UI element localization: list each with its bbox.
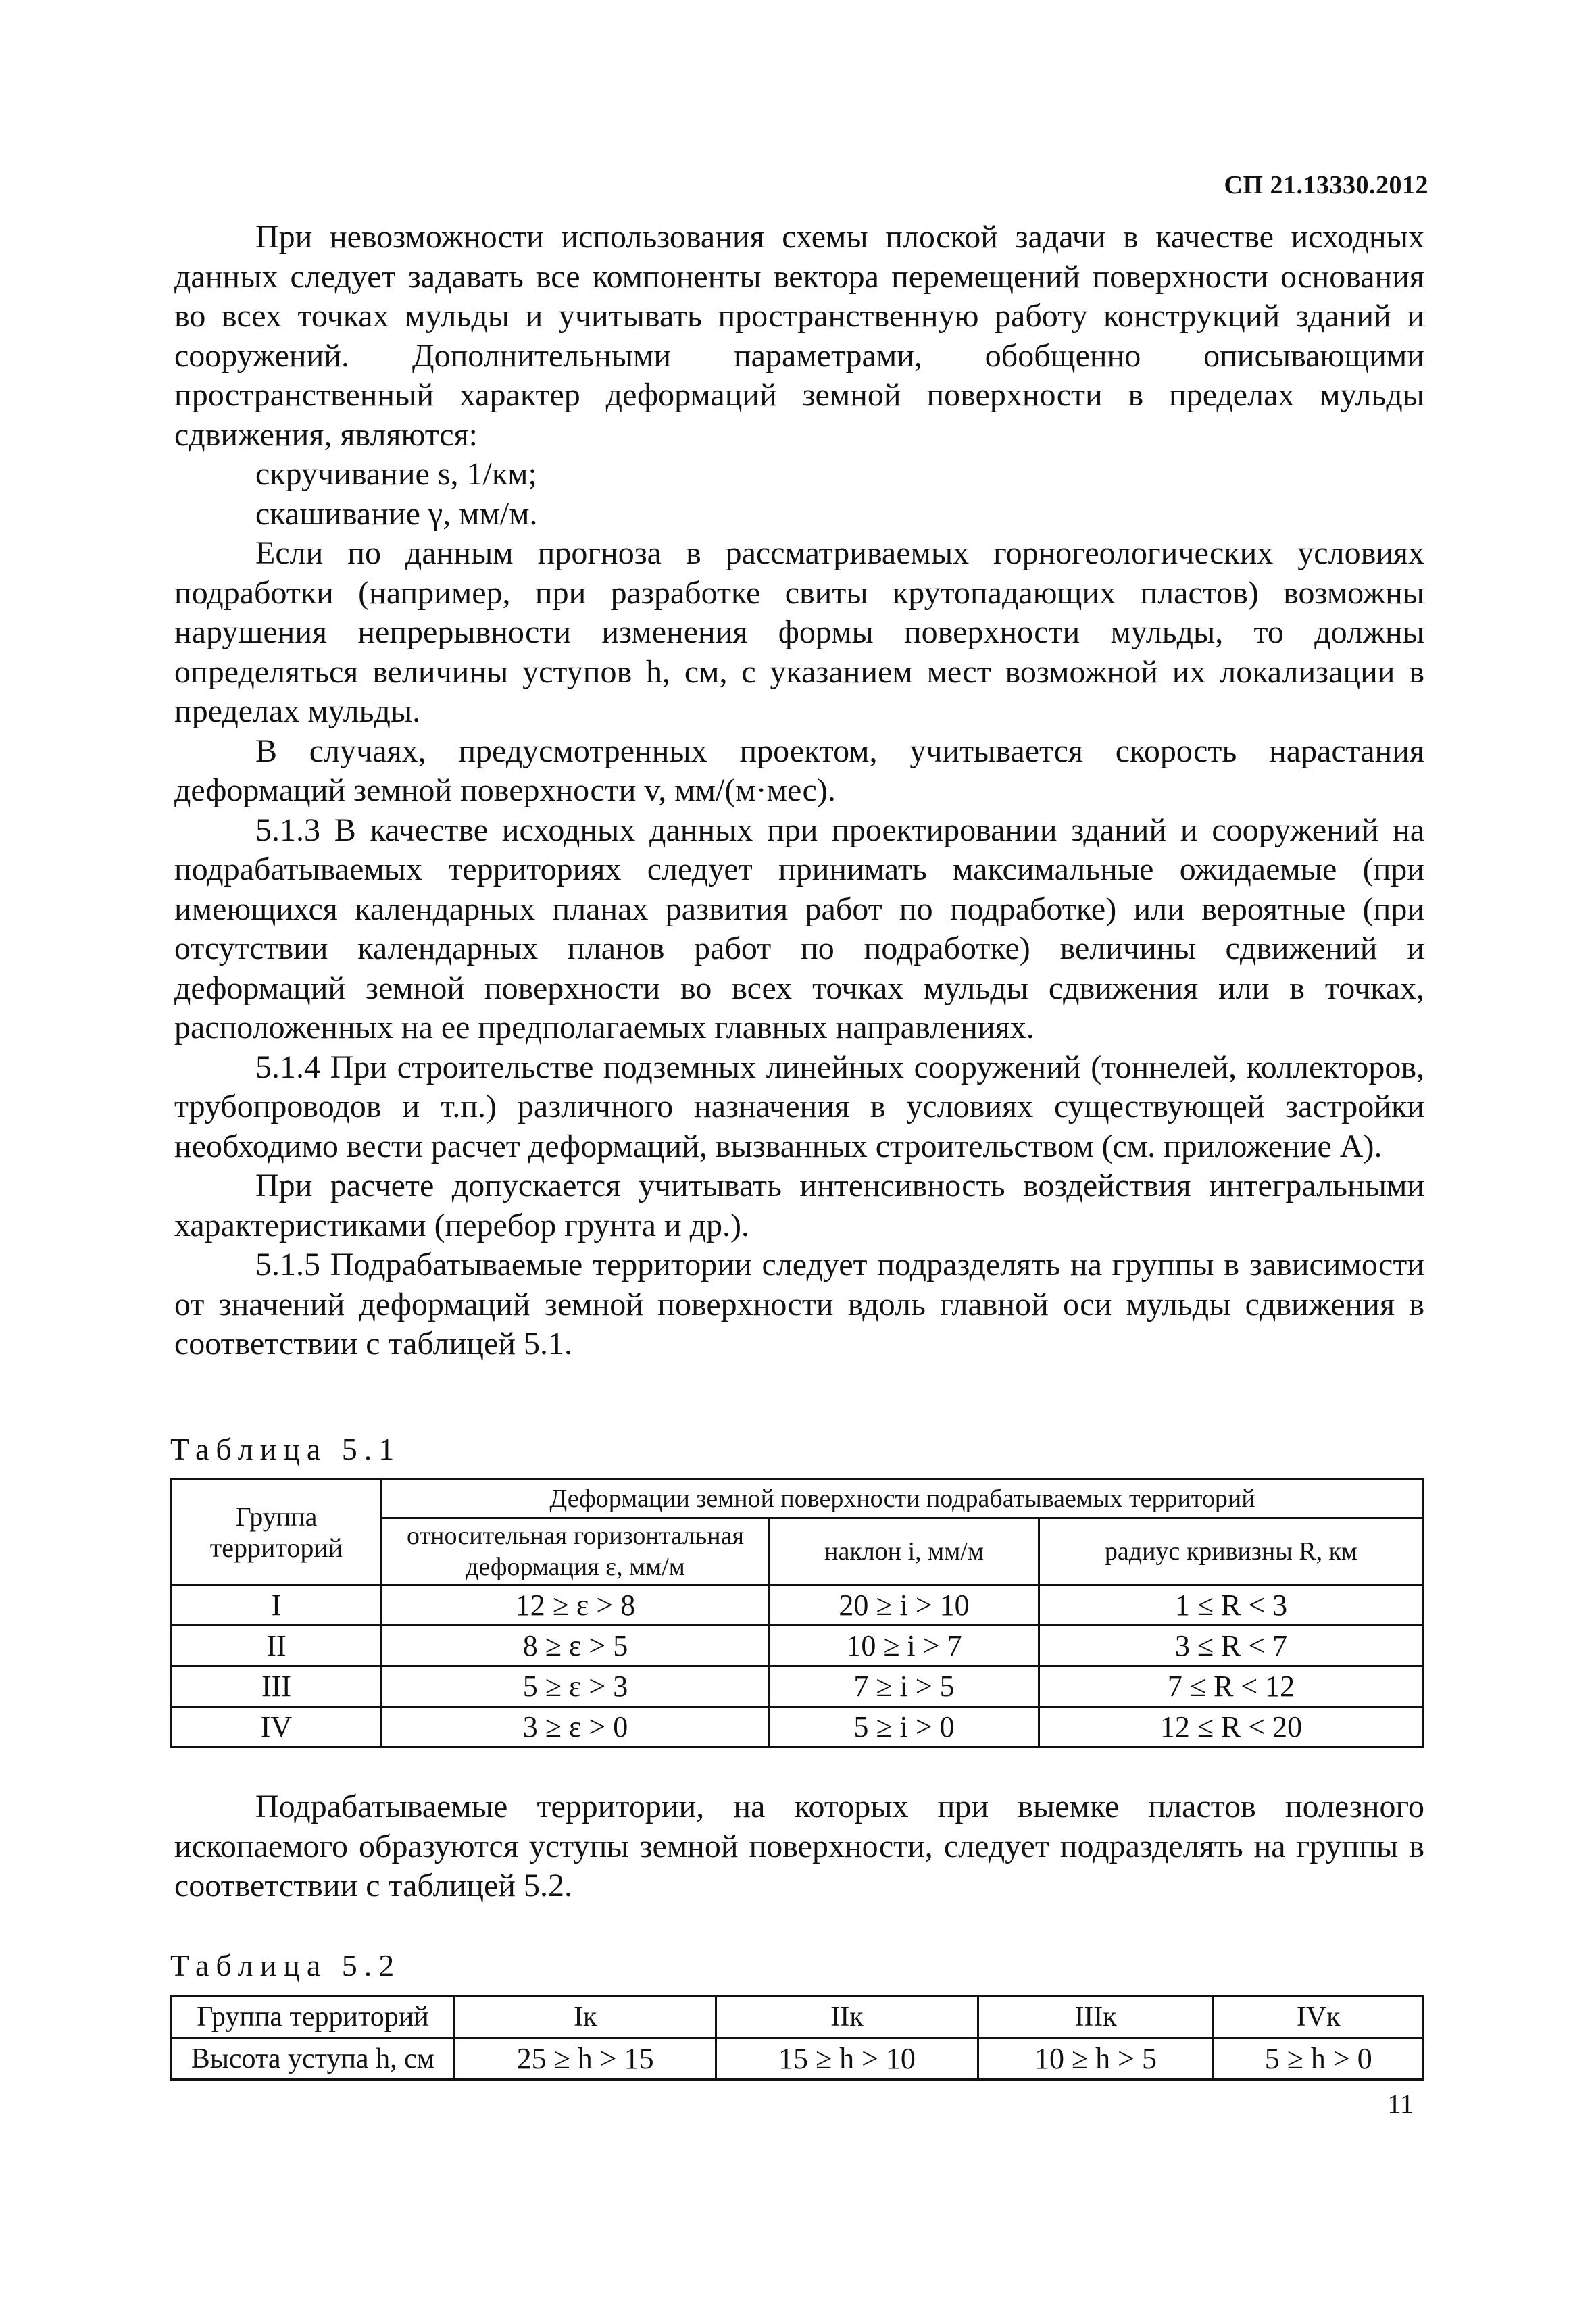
table-row	[172, 1666, 1424, 1707]
table-row	[172, 1996, 1424, 2038]
table-row	[172, 1707, 1424, 1747]
cell-group: II	[172, 1626, 382, 1666]
cell-eps: 3 ≥ ε > 0	[382, 1707, 770, 1747]
cell-group: IIIк	[978, 1996, 1214, 2038]
cell-group: I	[172, 1585, 382, 1626]
header-cell-span: Деформации земной поверхности подрабатываемых территорий	[382, 1480, 1424, 1518]
paragraph: 5.1.3 В качестве исходных данных при проектировании зданий и сооружений на подрабатываемых территориях следует принимать максимальные ожидаемые (при имеющихся календарных планах развития работ по подработке) или вероятные (при отсутствии календарных планов работ по подработке) величины сдвижений и деформаций земной поверхности во всех точках мульды сдвижения или в точках, расположенных на ее предполагаемых главных направлениях.	[174, 812, 1424, 1045]
cell-height: 25 ≥ h > 15	[455, 2038, 716, 2080]
header-cell-group: Группа территорий	[172, 1480, 382, 1585]
header-cell-eps: относительная горизонтальная деформация ε, мм/м	[382, 1518, 770, 1585]
body-text	[174, 218, 1424, 1364]
paragraph: Если по данным прогноза в рассматриваемых горногеологических условиях подработки (например, при разработке свиты крутопадающих пластов) возможны нарушения непрерывности изменения формы поверхности мульды, то должны определяться величины уступов h, см, с указанием мест возможной их локализации в пределах мульды.	[174, 535, 1424, 729]
cell-tilt: 20 ≥ i > 10	[770, 1585, 1039, 1626]
list-item: скашивание γ, мм/м.	[255, 495, 538, 532]
cell-eps: 12 ≥ ε > 8	[382, 1585, 770, 1626]
header-cell-radius: радиус кривизны R, км	[1039, 1518, 1424, 1585]
paragraph: При невозможности использования схемы плоской задачи в качестве исходных данных следует задавать все компоненты вектора перемещений поверхности основания во всех точках мульды и учитывать пространственную работу конструкций зданий и сооружений. Дополнительными параметрами, обобщенно описывающими пространственный характер деформаций земной поверхности в пределах мульды сдвижения, являются:	[174, 219, 1424, 453]
cell-group: Iк	[455, 1996, 716, 2038]
paragraph: В случаях, предусмотренных проектом, учитывается скорость нарастания деформаций земной поверхности v, мм/(м·мес).	[174, 732, 1424, 808]
paragraph: 5.1.4 При строительстве подземных линейных сооружений (тоннелей, коллекторов, трубопроводов и т.п.) различного назначения в условиях существующей застройки необходимо вести расчет деформаций, вызванных строительством (см. приложение А).	[174, 1049, 1424, 1164]
cell-tilt: 5 ≥ i > 0	[770, 1707, 1039, 1747]
cell-tilt: 7 ≥ i > 5	[770, 1666, 1039, 1707]
paragraph: При расчете допускается учитывать интенсивность воздействия интегральными характеристиками (перебор грунта и др.).	[174, 1168, 1424, 1243]
row-label-height: Высота уступа h, см	[172, 2038, 455, 2080]
paragraph: 5.1.5 Подрабатываемые территории следует подразделять на группы в зависимости от значений деформаций земной поверхности вдоль главной оси мульды сдвижения в соответствии с таблицей 5.1.	[174, 1247, 1424, 1362]
row-label-group: Группа территорий	[172, 1996, 455, 2038]
cell-radius: 3 ≤ R < 7	[1039, 1626, 1424, 1666]
cell-radius: 7 ≤ R < 12	[1039, 1666, 1424, 1707]
table-row	[172, 1626, 1424, 1666]
cell-group: IVк	[1214, 1996, 1424, 2038]
cell-group: III	[172, 1666, 382, 1707]
cell-height: 5 ≥ h > 0	[1214, 2038, 1424, 2080]
deformation-groups-table	[170, 1478, 1424, 1748]
page-number: 11	[1387, 2089, 1414, 2119]
table-caption: Таблица 5.1	[170, 1432, 401, 1466]
document-code-header: СП 21.13330.2012	[1224, 171, 1428, 199]
paragraph: Подрабатываемые территории, на которых при выемке пластов полезного ископаемого образуются уступы земной поверхности, следует подразделять на группы в соответствии с таблицей 5.2.	[174, 1789, 1424, 1903]
cell-height: 15 ≥ h > 10	[716, 2038, 978, 2080]
cell-radius: 12 ≤ R < 20	[1039, 1707, 1424, 1747]
cell-tilt: 10 ≥ i > 7	[770, 1626, 1039, 1666]
cell-height: 10 ≥ h > 5	[978, 2038, 1214, 2080]
cell-eps: 8 ≥ ε > 5	[382, 1626, 770, 1666]
body-text-after-table	[174, 1787, 1424, 1906]
table-row	[172, 2038, 1424, 2080]
cell-radius: 1 ≤ R < 3	[1039, 1585, 1424, 1626]
cell-eps: 5 ≥ ε > 3	[382, 1666, 770, 1707]
list-item: скручивание s, 1/км;	[255, 456, 537, 492]
table-caption: Таблица 5.2	[170, 1948, 401, 1983]
header-cell-tilt: наклон i, мм/м	[770, 1518, 1039, 1585]
cell-group: IIк	[716, 1996, 978, 2038]
table-row	[172, 1585, 1424, 1626]
cell-group: IV	[172, 1707, 382, 1747]
step-height-groups-table	[170, 1995, 1424, 2081]
